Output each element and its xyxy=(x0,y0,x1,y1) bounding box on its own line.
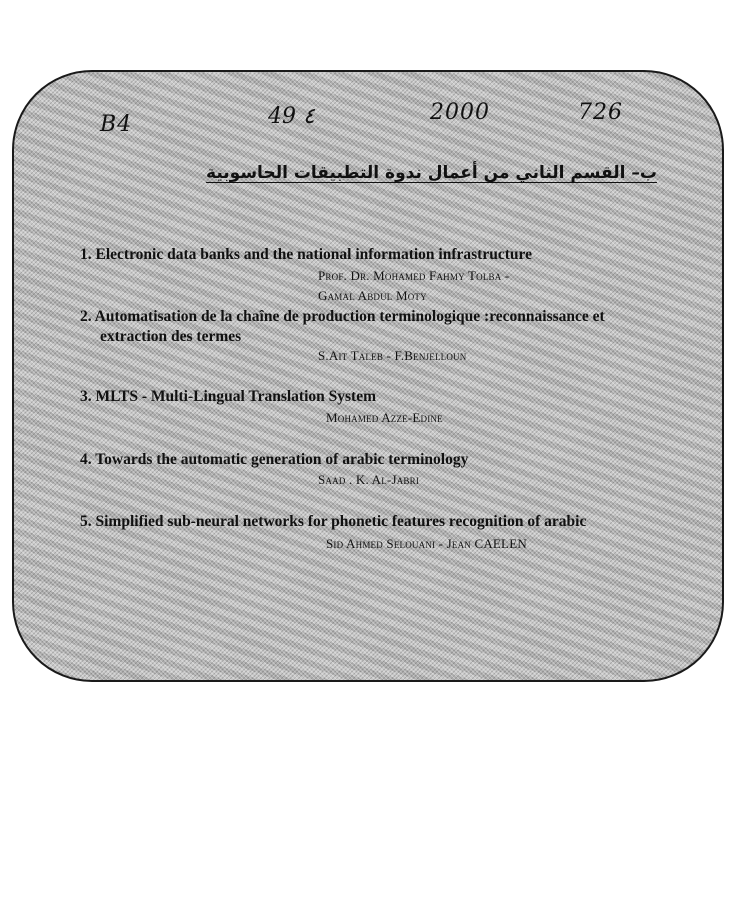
item-1-authors-line1: Prof. Dr. Mohamed Fahmy Tolba - xyxy=(318,268,510,283)
item-4-title: 4. Towards the automatic generation of arabic terminology xyxy=(80,451,469,468)
item-3-authors: Mohamed Azze-Edine xyxy=(326,410,443,425)
item-4-authors: Saad . K. Al-Jabri xyxy=(318,472,420,487)
item-1-authors-line2: Gamal Abdul Moty xyxy=(318,288,427,303)
handwritten-code: B4 xyxy=(100,112,133,137)
item-2-title-continued: extraction des termes xyxy=(100,328,242,345)
item-3-title: 3. MLTS - Multi-Lingual Translation System xyxy=(80,388,376,405)
handwritten-issue: 49 ٤ xyxy=(268,104,315,129)
item-5-title: 5. Simplified sub-neural networks for phonetic features recognition of arabic xyxy=(80,513,587,530)
handwritten-page: 726 xyxy=(578,100,623,125)
item-2-authors: S.Ait Taleb - F.Benjelloun xyxy=(318,348,467,363)
item-1-title: 1. Electronic data banks and the national information infrastructure xyxy=(80,246,532,263)
handwritten-year: 2000 xyxy=(430,100,490,125)
arabic-section-title: ب– القسم الثاني من أعمال ندوة التطبيقات الحاسوبية xyxy=(206,163,657,183)
item-5-authors: Sid Ahmed Selouani - Jean CAELEN xyxy=(326,536,527,551)
item-2-title: 2. Automatisation de la chaîne de production terminologique :reconnaissance et xyxy=(80,308,605,325)
contents-panel xyxy=(12,70,724,682)
